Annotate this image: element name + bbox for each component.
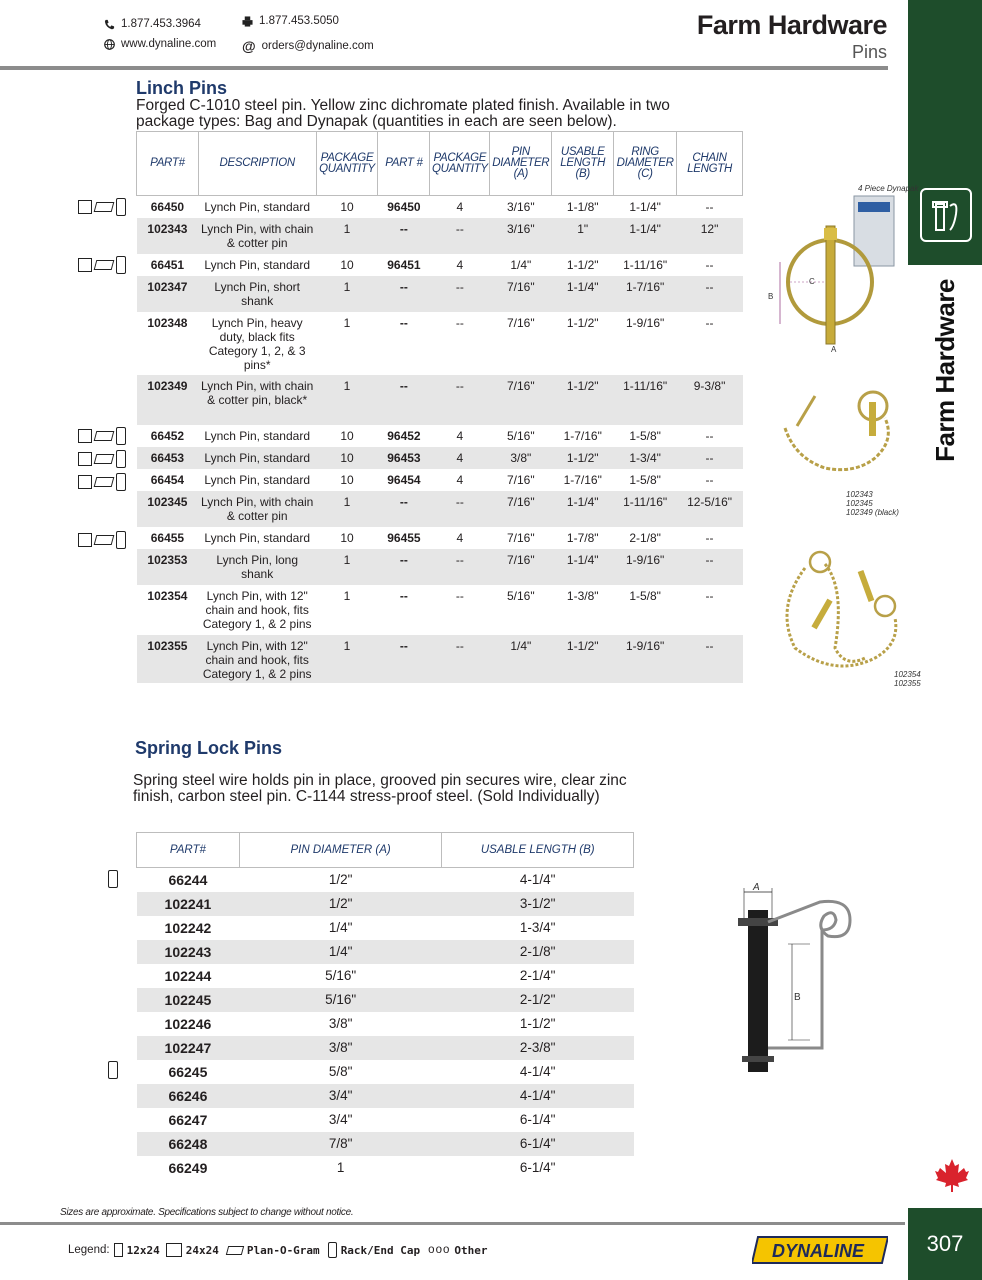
table-row	[137, 868, 634, 892]
table-row	[137, 1084, 634, 1108]
table-cell: 2-1/8"	[442, 940, 634, 964]
table-row	[137, 218, 743, 254]
table-cell: 1-7/16"	[614, 276, 677, 312]
rack-end-cap-icon	[328, 1242, 337, 1258]
table-row	[137, 988, 634, 1012]
table-cell: 66452	[150, 428, 185, 443]
linch-header-cell: PART #	[378, 132, 430, 196]
table-cell: 66455	[150, 530, 185, 545]
table-cell: 5/8"	[328, 1064, 353, 1079]
table-cell: 1-11/16"	[614, 375, 677, 425]
table-cell: 10	[340, 257, 354, 272]
rack-end-cap-icon	[116, 450, 126, 468]
table-cell: 66245	[168, 1063, 208, 1080]
table-cell: 3/8"	[239, 1036, 442, 1060]
table-cell: 7/16"	[507, 530, 535, 545]
table-cell: Lynch Pin, heavy duty, black fits Category 1, 2, & 3 pins*	[208, 315, 306, 372]
table-row	[137, 892, 634, 916]
fax-icon	[242, 16, 253, 27]
header-divider	[0, 66, 888, 70]
table-cell: 9-3/8"	[677, 375, 743, 425]
table-cell: 1"	[552, 218, 614, 254]
rack-end-cap-icon	[108, 1061, 118, 1079]
table-cell: 1-1/4"	[552, 491, 614, 527]
table-cell: 1-7/16"	[563, 428, 602, 443]
24x24-icon	[166, 1243, 182, 1257]
table-row	[137, 549, 743, 585]
table-cell: 1-5/8"	[629, 472, 661, 487]
table-cell: 1/4"	[490, 635, 552, 683]
table-cell: 1-5/8"	[629, 588, 661, 603]
rack-icon-66244	[108, 870, 118, 888]
web-contact[interactable]: www.dynaline.com	[104, 38, 216, 50]
table-row	[137, 196, 743, 218]
row-legend-icons	[78, 427, 126, 445]
table-cell: Lynch Pin, standard	[198, 447, 316, 469]
lynch-shank	[826, 226, 835, 344]
dynaline-logo	[752, 1235, 888, 1265]
table-cell: --	[677, 276, 743, 312]
table-cell: 1/4"	[239, 940, 442, 964]
table-cell: 1-1/2"	[552, 635, 614, 683]
table-row	[137, 940, 634, 964]
table-cell: Lynch Pin, with chain & cotter pin	[198, 218, 316, 254]
pin-category-icon	[920, 188, 972, 242]
dim-b-label: B	[768, 292, 774, 301]
table-cell: Lynch Pin, long shank	[198, 549, 316, 585]
table-cell: 1-1/4"	[629, 200, 661, 214]
plan-o-gram-icon	[94, 454, 115, 464]
table-cell: 66249	[168, 1159, 208, 1176]
table-cell: 66248	[137, 1132, 240, 1156]
table-row	[137, 491, 743, 527]
table-cell: 66247	[168, 1111, 208, 1128]
table-cell: 1-9/16"	[625, 315, 665, 330]
table-cell: 96451	[387, 257, 421, 272]
table-cell: 1-7/16"	[563, 472, 602, 487]
table-cell: 10	[340, 200, 354, 214]
row-legend-icons	[78, 473, 126, 491]
table-cell: --	[677, 635, 743, 683]
table-cell: 3/8"	[490, 447, 552, 469]
plan-o-gram-icon	[226, 1246, 244, 1255]
table-cell: 3/4"	[239, 1084, 442, 1108]
rack-end-cap-icon	[116, 427, 126, 445]
table-cell: 4	[456, 472, 464, 487]
table-cell: 2-3/8"	[442, 1036, 634, 1060]
table-cell: --	[430, 491, 490, 527]
table-cell: --	[705, 315, 714, 330]
table-row	[137, 447, 743, 469]
table-cell: 1	[343, 315, 351, 330]
table-row	[137, 254, 743, 276]
table-cell: --	[705, 588, 714, 603]
table-row	[137, 1036, 634, 1060]
table-cell: --	[430, 375, 490, 425]
spring-section-title: Spring Lock Pins	[135, 738, 283, 758]
table-cell: 66451	[150, 257, 185, 272]
dynapak-caption: 4 Piece Dynapak	[858, 184, 919, 193]
table-cell: Lynch Pin, standard	[204, 257, 310, 272]
table-cell: 1-3/4"	[519, 920, 556, 935]
sidebar-label: Farm Hardware	[929, 278, 960, 462]
maple-leaf-icon	[934, 1157, 970, 1193]
rack-icon-66245	[108, 1061, 118, 1079]
linch-description: Forged C-1010 steel pin. Yellow zinc dichromate plated finish. Available in two package types: Bag and Dynapak (quantities in each are seen below).	[136, 97, 670, 130]
table-cell: 6-1/4"	[519, 1112, 556, 1127]
linch-pin-table	[136, 131, 743, 683]
12x24-icon	[78, 452, 92, 466]
table-cell: 1-1/2"	[566, 315, 599, 330]
table-cell: 6-1/4"	[442, 1132, 634, 1156]
footer-divider	[0, 1222, 905, 1225]
table-cell: 102244	[164, 967, 212, 984]
table-cell: 66246	[137, 1084, 240, 1108]
rack-end-cap-icon	[116, 473, 126, 491]
other-icon: ooo	[428, 1244, 451, 1256]
spring-table-header	[137, 833, 634, 868]
page-subtitle: Pins	[851, 42, 887, 62]
spring-header-cell: USABLE LENGTH (B)	[442, 833, 634, 868]
table-cell: --	[705, 530, 714, 545]
table-row	[137, 1108, 634, 1132]
table-cell: 102343	[137, 218, 199, 254]
table-cell: 1-3/4"	[614, 447, 677, 469]
table-cell: 96453	[378, 447, 430, 469]
table-cell: --	[430, 276, 490, 312]
table-cell: 7/16"	[490, 549, 552, 585]
plan-o-gram-icon	[94, 431, 115, 441]
spring-header-cell: PART#	[137, 833, 240, 868]
table-cell: 7/16"	[507, 472, 535, 487]
dim-a-label: A	[831, 345, 837, 354]
table-cell: Lynch Pin, standard	[204, 428, 310, 443]
table-cell: 66453	[137, 447, 199, 469]
table-cell: 102242	[164, 919, 212, 936]
table-cell: 1-11/16"	[623, 257, 668, 272]
table-cell: --	[455, 588, 464, 603]
page-header	[0, 0, 905, 76]
plan-o-gram-icon	[94, 477, 115, 487]
12x24-icon	[78, 475, 92, 489]
table-cell: 4	[456, 257, 464, 272]
table-cell: 7/16"	[490, 491, 552, 527]
table-cell: Lynch Pin, with 12" chain and hook, fits Category 1, & 2 pins	[198, 635, 316, 683]
table-cell: 10	[340, 472, 354, 487]
table-cell: --	[378, 635, 430, 683]
table-cell: --	[677, 549, 743, 585]
table-cell: --	[378, 549, 430, 585]
table-cell: 4-1/4"	[519, 872, 556, 888]
linch-header-cell: USABLE LENGTH (B)	[552, 132, 614, 196]
table-cell: 1	[316, 549, 378, 585]
table-cell: 1-1/4"	[552, 276, 614, 312]
spring-lock-pin-diagram	[724, 880, 864, 1080]
table-cell: 7/16"	[490, 276, 552, 312]
table-cell: 4	[456, 200, 464, 214]
linch-header-cell: PACKAGE QUANTITY	[316, 132, 378, 196]
table-cell: 5/16"	[239, 988, 442, 1012]
table-cell: 3/16"	[507, 200, 535, 214]
table-cell: Lynch Pin, standard	[204, 530, 310, 545]
linch-header-cell: PIN DIAMETER (A)	[490, 132, 552, 196]
table-cell: 102348	[147, 315, 188, 330]
hook-chain-pin-image	[775, 548, 905, 674]
spring-dim-b-label: B	[794, 992, 801, 1003]
12x24-icon	[78, 258, 92, 272]
table-cell: 3/16"	[490, 218, 552, 254]
table-cell: 102246	[164, 1015, 212, 1032]
table-cell: 1	[316, 635, 378, 683]
table-row	[137, 276, 743, 312]
table-cell: 66450	[150, 200, 185, 214]
table-cell: 1-5/8"	[629, 428, 661, 443]
linch-section-title: Linch Pins	[136, 78, 228, 98]
table-cell: 102347	[137, 276, 199, 312]
table-cell: 66454	[150, 472, 185, 487]
linch-header-cell: PART#	[137, 132, 199, 196]
table-row	[137, 635, 743, 683]
table-cell: --	[705, 428, 714, 443]
table-cell: 1	[316, 218, 378, 254]
spring-description: Spring steel wire holds pin in place, grooved pin secures wire, clear zinc finish, carbon steel pin. C-1144 stress-proof steel. (Sold Individually)	[133, 772, 627, 805]
table-cell: --	[705, 257, 714, 272]
table-cell: 4	[456, 428, 464, 443]
table-cell: 10	[340, 428, 354, 443]
table-row	[137, 1132, 634, 1156]
globe-icon	[104, 39, 115, 50]
dim-c-label: C	[809, 277, 815, 286]
table-cell: Lynch Pin, with 12" chain and hook, fits Category 1, & 2 pins	[202, 588, 312, 631]
table-row	[137, 1060, 634, 1084]
table-cell: --	[378, 375, 430, 425]
12x24-icon	[78, 533, 92, 547]
table-cell: --	[399, 315, 408, 330]
table-row	[137, 312, 743, 375]
table-cell: 6-1/4"	[519, 1160, 556, 1175]
at-icon: @	[242, 38, 256, 54]
12x24-icon	[78, 200, 92, 214]
table-cell: 102354	[147, 588, 188, 603]
table-cell: 3/4"	[328, 1112, 353, 1127]
table-cell: --	[455, 315, 464, 330]
rack-end-cap-icon	[116, 531, 126, 549]
table-cell: --	[430, 549, 490, 585]
table-cell: 96454	[387, 472, 421, 487]
row-legend-icons	[78, 531, 126, 549]
table-cell: --	[399, 588, 408, 603]
table-row	[137, 469, 743, 491]
table-cell: 1-1/4"	[552, 549, 614, 585]
svg-text:DYNALINE: DYNALINE	[771, 1241, 865, 1261]
table-cell: 2-1/4"	[519, 968, 556, 983]
linch-table-header	[137, 132, 743, 196]
table-cell: 2-1/2"	[442, 988, 634, 1012]
table-cell: 102355	[137, 635, 199, 683]
12x24-icon	[78, 429, 92, 443]
table-cell: 1-3/8"	[566, 588, 599, 603]
plan-o-gram-icon	[94, 260, 115, 270]
table-cell: 4-1/4"	[442, 1084, 634, 1108]
table-cell: 1/4"	[510, 257, 532, 272]
table-cell: 1	[336, 1160, 345, 1175]
table-cell: --	[378, 218, 430, 254]
plan-o-gram-icon	[94, 202, 115, 212]
table-cell: 1-1/4"	[614, 218, 677, 254]
table-row	[137, 1012, 634, 1036]
table-row	[137, 585, 743, 635]
table-cell: 1	[316, 491, 378, 527]
table-cell: 102345	[137, 491, 199, 527]
table-cell: Lynch Pin, with chain & cotter pin, black*	[198, 375, 316, 425]
email-contact[interactable]: @ orders@dynaline.com	[242, 38, 374, 54]
rack-end-cap-icon	[116, 256, 126, 274]
table-row	[137, 527, 743, 549]
row-legend-icons	[78, 198, 126, 216]
table-cell: 1-1/2"	[552, 447, 614, 469]
table-cell: 2-1/8"	[629, 530, 661, 545]
table-cell: 5/16"	[507, 588, 535, 603]
table-cell: --	[677, 447, 743, 469]
table-cell: 96452	[387, 428, 421, 443]
table-cell: 1-11/16"	[614, 491, 677, 527]
phone-icon	[104, 19, 115, 30]
table-cell: 1-9/16"	[614, 549, 677, 585]
table-cell: 7/16"	[490, 375, 552, 425]
table-row	[137, 964, 634, 988]
table-cell: 3/8"	[328, 1016, 353, 1031]
table-cell: 102245	[137, 988, 240, 1012]
table-cell: 66244	[168, 871, 208, 888]
table-cell: 7/16"	[507, 315, 535, 330]
table-cell: 1/2"	[239, 892, 442, 916]
legend: Legend: 12x24 24x24 Plan-O-Gram Rack/End Cap ooo Other	[68, 1243, 488, 1257]
disclaimer-note: Sizes are approximate. Specifications subject to change without notice.	[60, 1207, 354, 1218]
linch-header-cell: DESCRIPTION	[198, 132, 316, 196]
linch-header-cell: PACKAGE QUANTITY	[430, 132, 490, 196]
table-cell: 102353	[137, 549, 199, 585]
rack-end-cap-icon	[108, 870, 118, 888]
table-cell: 102243	[137, 940, 240, 964]
table-cell: 10	[316, 447, 378, 469]
table-row	[137, 916, 634, 940]
table-cell: 3-1/2"	[442, 892, 634, 916]
table-cell: 102247	[137, 1036, 240, 1060]
table-cell: --	[378, 491, 430, 527]
table-cell: 4	[430, 447, 490, 469]
table-cell: 1	[343, 588, 351, 603]
plan-o-gram-icon	[94, 535, 115, 545]
table-cell: 1-1/2"	[519, 1016, 556, 1031]
page-number: 307	[908, 1208, 982, 1280]
table-cell: Lynch Pin, short shank	[198, 276, 316, 312]
table-cell: 102349	[137, 375, 199, 425]
table-cell: Lynch Pin, standard	[204, 472, 310, 487]
table-cell: 96455	[387, 530, 421, 545]
table-cell: 1/2"	[328, 872, 353, 888]
page-title: Farm Hardware	[696, 10, 887, 40]
table-cell: 4-1/4"	[519, 1064, 556, 1079]
12x24-icon	[114, 1243, 123, 1257]
phone-contact: 1.877.453.3964	[104, 18, 201, 30]
table-cell: 1	[316, 276, 378, 312]
table-cell: 1/4"	[328, 920, 353, 935]
table-cell: 5/16"	[325, 968, 357, 983]
rack-end-cap-icon	[116, 198, 126, 216]
linch-header-cell: CHAIN LENGTH	[677, 132, 743, 196]
chain-pin-image	[775, 388, 903, 486]
table-cell: --	[705, 472, 714, 487]
table-cell: Lynch Pin, with chain & cotter pin	[198, 491, 316, 527]
table-cell: 1-1/2"	[552, 375, 614, 425]
row-legend-icons	[78, 256, 126, 274]
table-row	[137, 375, 743, 425]
table-cell: 1-1/2"	[566, 257, 599, 272]
spring-dim-a-label: A	[753, 882, 760, 893]
table-cell: 12"	[677, 218, 743, 254]
table-cell: Lynch Pin, standard	[204, 200, 310, 214]
spring-pin-shank	[748, 910, 768, 1072]
table-cell: 1	[316, 375, 378, 425]
table-row	[137, 1156, 634, 1180]
chain-pin-caption: 102343 102345 102349 (black)	[846, 490, 899, 517]
table-cell: 96450	[387, 200, 421, 214]
table-cell: --	[430, 218, 490, 254]
table-cell: 12-5/16"	[677, 491, 743, 527]
table-cell: 1-7/8"	[566, 530, 599, 545]
fax-contact: 1.877.453.5050	[242, 15, 339, 27]
linch-pin-diagram	[762, 182, 904, 362]
spring-lock-pin-table	[136, 832, 634, 1180]
hook-chain-caption: 102354 102355	[894, 670, 921, 688]
table-cell: --	[430, 635, 490, 683]
spring-header-cell: PIN DIAMETER (A)	[239, 833, 442, 868]
table-cell: 5/16"	[507, 428, 535, 443]
table-row	[137, 425, 743, 447]
table-cell: 1-1/8"	[566, 200, 599, 214]
row-legend-icons	[78, 450, 126, 468]
table-cell: --	[705, 200, 714, 214]
table-cell: --	[378, 276, 430, 312]
table-cell: 4	[456, 530, 464, 545]
table-cell: 1-9/16"	[614, 635, 677, 683]
table-cell: 10	[340, 530, 354, 545]
linch-header-cell: RING DIAMETER (C)	[614, 132, 677, 196]
spring-wire	[768, 901, 850, 1048]
table-cell: 7/8"	[239, 1132, 442, 1156]
table-cell: 102241	[137, 892, 240, 916]
